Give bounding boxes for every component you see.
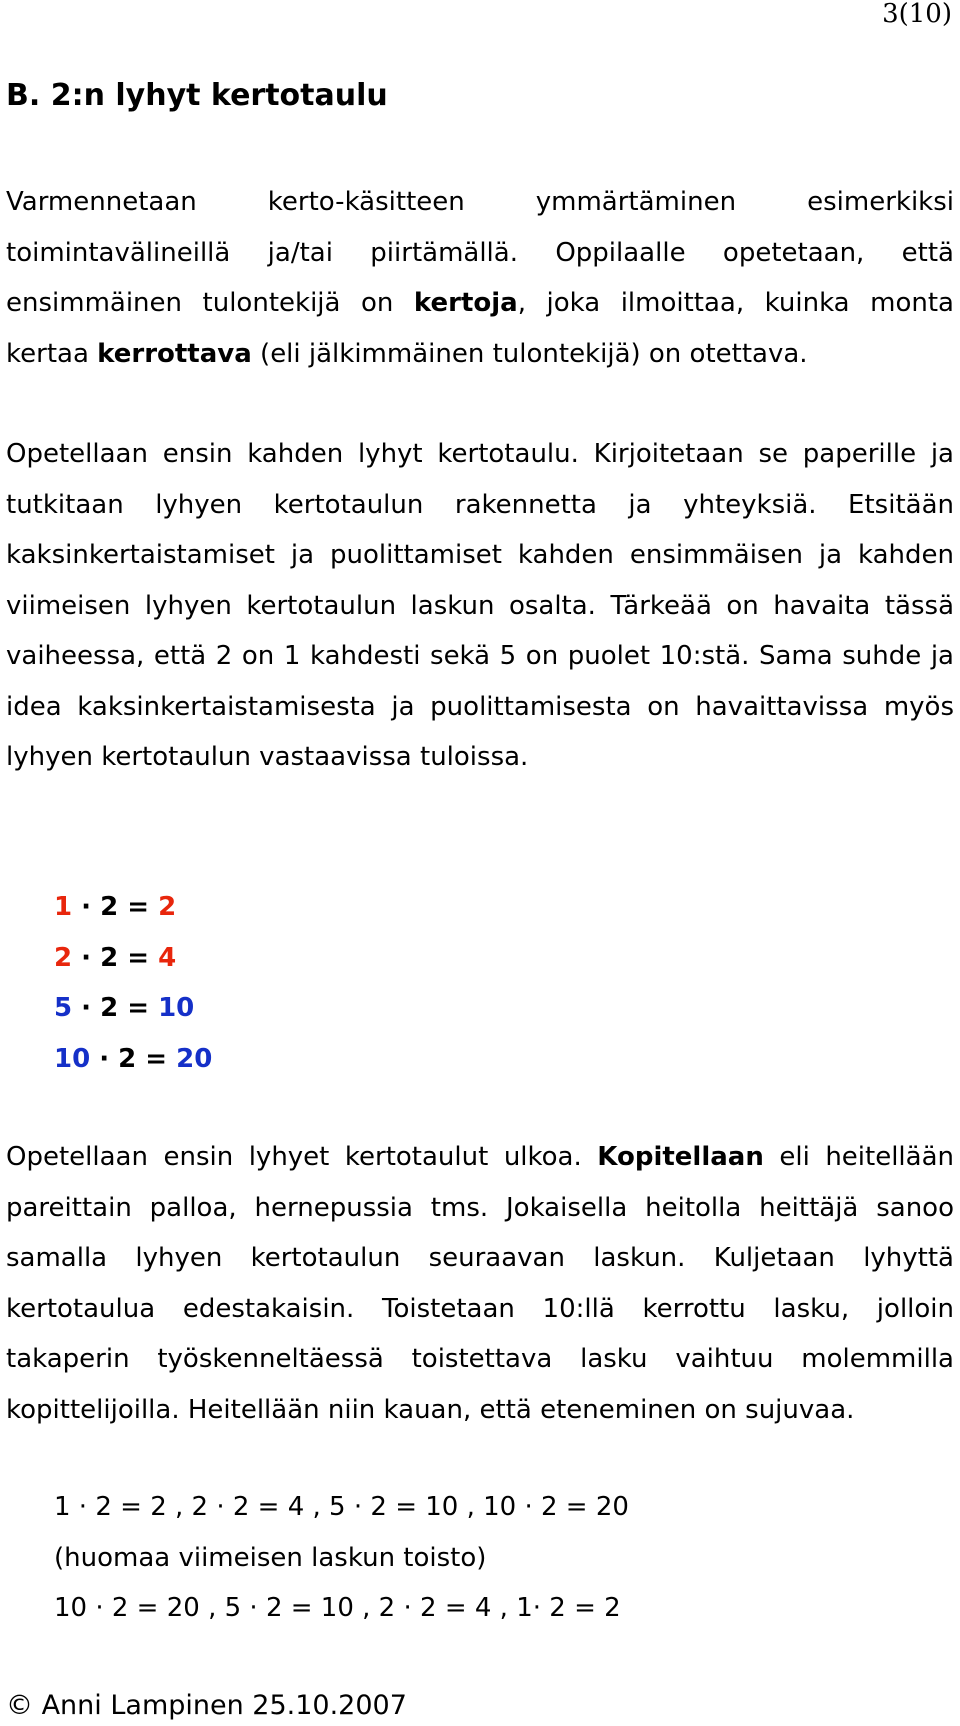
intro-paragraph [6,177,954,379]
equation-result: 10 [158,993,195,1023]
intro-text-1: Varmennetaan kerto-käsitteen ymmärtäminen esimerkiksi toimintavälineillä ja/tai piirtämällä. Oppilaalle opetetaan, että ensimmäinen tulontekijä on [6,187,954,318]
equation-operator: · 2 = [72,993,159,1023]
sequence-block [54,1482,629,1634]
equation-operator: · 2 = [72,942,159,973]
section-heading: B. 2:n lyhyt kertotaulu [6,78,388,113]
equation-result: 2 [158,892,177,922]
multiplication-table [54,882,212,1084]
sequence-backward: 10 · 2 = 20 , 5 · 2 = 10 , 2 · 2 = 4 , 1· 2 = 2 [54,1593,621,1623]
activity-text-1: Opetellaan ensin lyhyet kertotaulut ulkoa. [6,1142,598,1172]
activity-text-2: eli heitellään pareittain palloa, hernepussia tms. Jokaisella heitolla heittäjä sanoo samalla lyhyen kertotaulun seuraavan laskun. Kuljetaan lyhyttä kertotaulua edestakaisin. Toistetaan 10:llä kerrottu lasku, jolloin takaperin työskenneltäessä toistettava lasku vaihtuu molemmilla kopittelijoilla. Heitellään niin kauan, että eteneminen on sujuvaa. [6,1142,955,1425]
equation-row [54,983,212,1034]
equation-factor: 5 [54,993,73,1023]
equation-factor: 10 [54,1043,91,1074]
equation-result: 4 [158,942,177,973]
equation-operator: · 2 = [72,892,159,922]
page-number: 3(10) [882,0,952,29]
copyright-footer: © Anni Lampinen 25.10.2007 [6,1690,407,1721]
term-kopitellaan: Kopitellaan [597,1142,764,1172]
activity-paragraph [6,1132,954,1435]
equation-factor: 2 [54,942,73,973]
sequence-note: (huomaa viimeisen laskun toisto) [54,1542,487,1573]
intro-text-2: , joka ilmoittaa, kuinka monta kertaa [6,288,954,369]
equation-factor: 1 [54,892,73,922]
structure-paragraph: Opetellaan ensin kahden lyhyt kertotaulu. Kirjoitetaan se paperille ja tutkitaan lyhyen kertotaulun rakennetta ja yhteyksiä. Etsitään kaksinkertaistamiset ja puolittamiset kahden ensimmäisen ja kahden viimeisen lyhyen kertotaulun laskun osalta. Tärkeää on havaita tässä vaiheessa, että 2 on 1 kahdesti sekä 5 on puolet 10:stä. Sama suhde ja idea kaksinkertaistamisesta ja puolittamisesta on havaittavissa myös lyhyen kertotaulun vastaavissa tuloissa. [6,439,954,772]
equation-row [54,933,212,984]
term-kertoja: kertoja [413,288,518,318]
equation-result: 20 [176,1043,213,1074]
sequence-forward: 1 · 2 = 2 , 2 · 2 = 4 , 5 · 2 = 10 , 10 · 2 = 20 [54,1492,629,1522]
equation-operator: · 2 = [90,1043,177,1074]
term-kerrottava: kerrottava [97,338,252,369]
equation-row [54,1034,212,1085]
intro-text-3: (eli jälkimmäinen tulontekijä) on otettava. [251,338,808,369]
equation-row [54,882,212,933]
